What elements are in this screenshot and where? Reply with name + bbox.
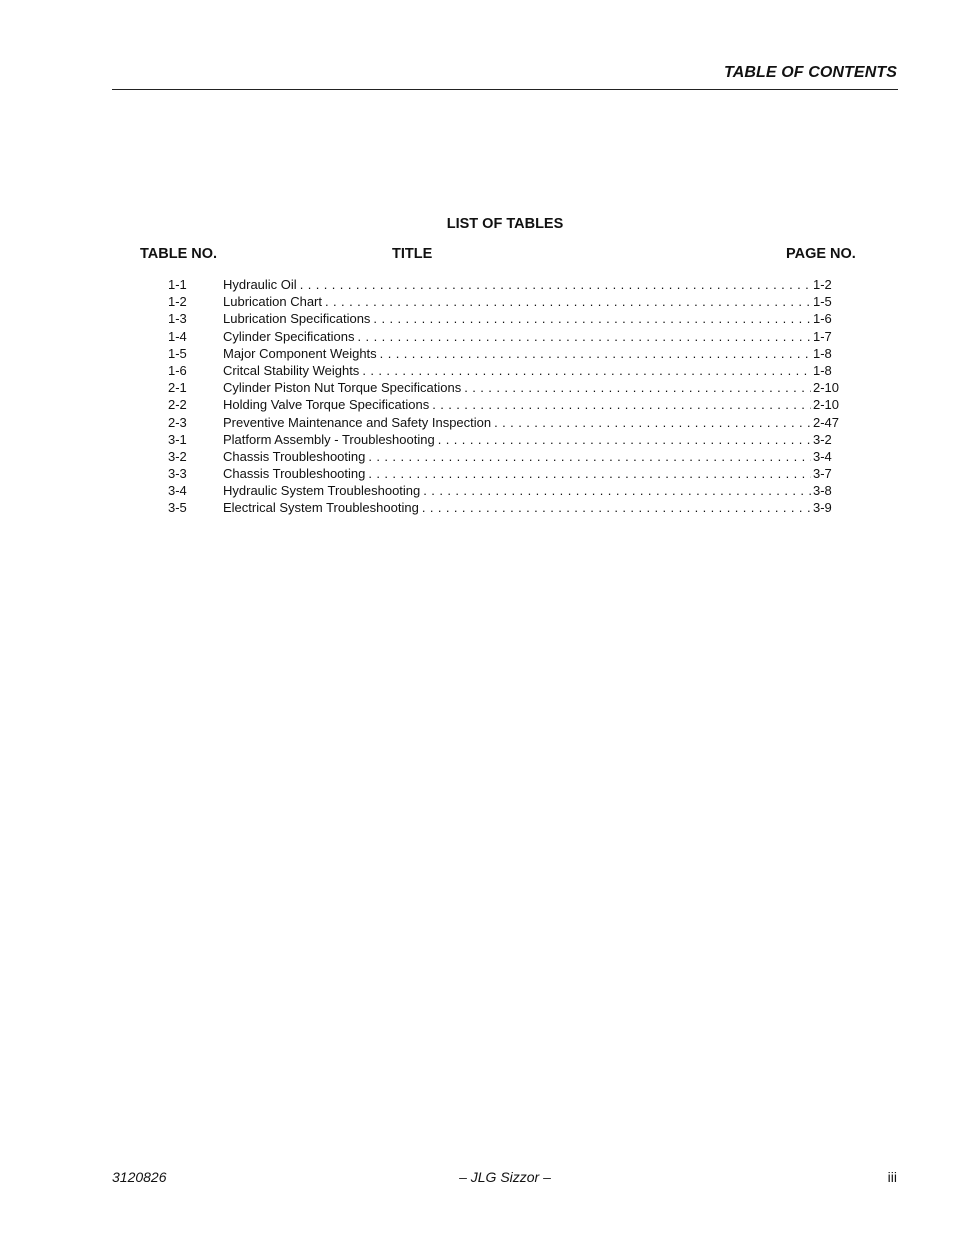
table-number: 1-5 <box>168 345 187 361</box>
list-item[interactable] <box>0 293 954 310</box>
table-title: Lubrication Specifications <box>223 311 373 326</box>
table-title: Lubrication Chart <box>223 294 325 309</box>
column-header-title: TITLE <box>392 246 433 262</box>
list-item[interactable] <box>0 414 954 431</box>
page-number: 1-6 <box>813 311 832 327</box>
footer-page-number: iii <box>887 1169 897 1185</box>
page-number: 3-8 <box>813 483 832 499</box>
list-item[interactable] <box>0 345 954 362</box>
table-list <box>0 276 954 517</box>
list-item[interactable] <box>0 465 954 482</box>
table-number: 3-4 <box>168 483 187 499</box>
table-number: 1-3 <box>168 311 187 327</box>
table-title: Hydraulic Oil <box>223 277 300 292</box>
list-item[interactable] <box>0 431 954 448</box>
table-number: 1-6 <box>168 362 187 378</box>
table-title: Critcal Stability Weights <box>223 363 362 378</box>
table-title: Chassis Troubleshooting <box>223 466 368 481</box>
table-number: 1-2 <box>168 294 187 310</box>
table-title: Major Component Weights <box>223 346 380 361</box>
page-number: 2-10 <box>813 397 840 413</box>
list-item[interactable] <box>0 499 954 516</box>
table-number: 2-1 <box>168 380 187 396</box>
table-title: Chassis Troubleshooting <box>223 449 368 464</box>
column-header-page-no: PAGE NO. <box>786 246 856 262</box>
table-title: Cylinder Piston Nut Torque Specifications <box>223 380 464 395</box>
page-number: 3-9 <box>813 500 832 516</box>
table-number: 3-3 <box>168 466 187 482</box>
footer-doc-number: 3120826 <box>112 1169 167 1185</box>
list-item[interactable] <box>0 482 954 499</box>
page-number: 1-5 <box>813 294 832 310</box>
table-number: 2-3 <box>168 414 187 430</box>
header-title: TABLE OF CONTENTS <box>724 64 897 81</box>
page-number: 1-2 <box>813 277 832 292</box>
table-number: 3-2 <box>168 448 187 464</box>
table-title: Electrical System Troubleshooting <box>223 500 422 515</box>
page-number: 3-2 <box>813 431 832 447</box>
table-number: 1-1 <box>168 277 187 292</box>
column-header-table-no: TABLE NO. <box>140 246 218 262</box>
page-number: 3-7 <box>813 466 832 482</box>
list-item[interactable] <box>0 379 954 396</box>
list-item[interactable] <box>0 396 954 413</box>
table-number: 2-2 <box>168 397 187 413</box>
page-number: 1-7 <box>813 328 832 344</box>
table-number: 1-4 <box>168 328 187 344</box>
footer-product-name: – JLG Sizzor – <box>459 1169 551 1185</box>
table-title: Hydraulic System Troubleshooting <box>223 483 423 498</box>
list-item[interactable] <box>0 448 954 465</box>
page-number: 1-8 <box>813 345 832 361</box>
list-item[interactable] <box>0 362 954 379</box>
list-title: LIST OF TABLES <box>446 216 564 232</box>
page-number: 2-10 <box>813 380 840 396</box>
table-title: Cylinder Specifications <box>223 329 358 344</box>
table-title: Preventive Maintenance and Safety Inspection <box>223 415 494 430</box>
page-number: 2-47 <box>813 414 840 430</box>
page-number: 1-8 <box>813 362 832 378</box>
header-rule <box>112 89 898 90</box>
table-number: 3-1 <box>168 431 187 447</box>
table-title: Holding Valve Torque Specifications <box>223 397 432 412</box>
list-item[interactable] <box>0 310 954 327</box>
list-item[interactable] <box>0 276 954 293</box>
page-number: 3-4 <box>813 448 832 464</box>
table-number: 3-5 <box>168 500 187 516</box>
list-item[interactable] <box>0 328 954 345</box>
table-title: Platform Assembly - Troubleshooting <box>223 432 438 447</box>
